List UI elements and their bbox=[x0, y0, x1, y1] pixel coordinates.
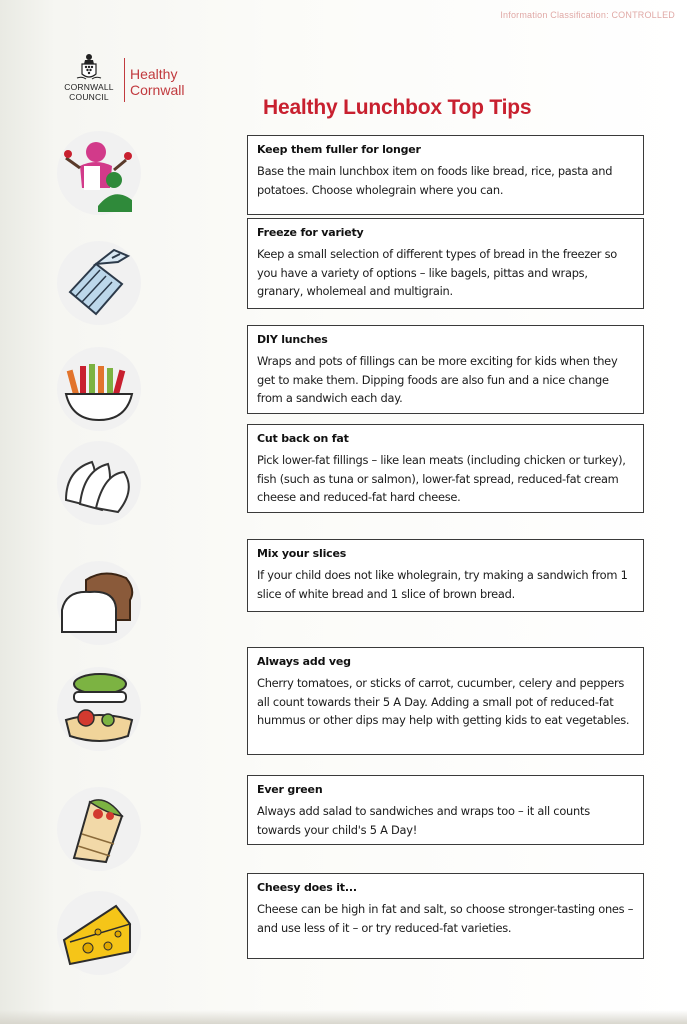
tip-heading: Ever green bbox=[257, 783, 323, 796]
tip-heading: DIY lunches bbox=[257, 333, 328, 346]
tip-heading: Freeze for variety bbox=[257, 226, 364, 239]
tip-card bbox=[247, 775, 644, 845]
page-edge-shadow bbox=[0, 1010, 687, 1024]
salad-wrap-icon bbox=[56, 786, 142, 872]
tip-text: Cherry tomatoes, or sticks of carrot, cucumber, celery and peppers all count towards their 5 A Day. Adding a small pot of reduced-fat hummus or other dips may help with getting kids to eat vegetables. bbox=[257, 676, 630, 727]
open-sandwich-icon bbox=[56, 666, 142, 752]
council-name: CORNWALL COUNCIL bbox=[64, 82, 114, 102]
veg-sticks-dip-icon bbox=[56, 346, 142, 432]
logo-divider bbox=[124, 58, 125, 102]
tip-text: If your child does not like wholegrain, try making a sandwich from 1 slice of white bread and 1 slice of brown bread. bbox=[257, 568, 628, 601]
tip-heading: Cut back on fat bbox=[257, 432, 349, 445]
tip-text: Keep a small selection of different types of bread in the freezer so you have a variety of options – like bagels, pittas and wraps, granary, wholemeal and multigrain. bbox=[257, 247, 617, 298]
tip-heading: Keep them fuller for longer bbox=[257, 143, 421, 156]
bread-slices-icon bbox=[56, 560, 142, 646]
tip-text: Cheese can be high in fat and salt, so choose stronger-tasting ones – and use less of it – or try reduced-fat varieties. bbox=[257, 902, 634, 935]
tip-text: Pick lower-fat fillings – like lean meats (including chicken or turkey), fish (such as tuna or salmon), lower-fat spread, reduced-fat cream cheese and reduced-fat hard cheese. bbox=[257, 453, 626, 504]
healthy-cornwall-logo bbox=[56, 52, 196, 114]
tip-card bbox=[247, 647, 644, 755]
council-crest-icon bbox=[76, 52, 102, 82]
brand-name: Healthy Cornwall bbox=[130, 66, 185, 98]
tip-card bbox=[247, 873, 644, 959]
tip-card bbox=[247, 325, 644, 414]
tip-heading: Cheesy does it... bbox=[257, 881, 357, 894]
child-eating-icon bbox=[56, 130, 142, 216]
tip-card bbox=[247, 424, 644, 513]
page-title: Healthy Lunchbox Top Tips bbox=[263, 96, 532, 119]
classification-label: Information Classification: CONTROLLED bbox=[500, 10, 675, 20]
sliced-meat-icon bbox=[56, 440, 142, 526]
bread-bag-icon bbox=[56, 240, 142, 326]
tip-heading: Always add veg bbox=[257, 655, 351, 668]
tip-card bbox=[247, 539, 644, 612]
tip-heading: Mix your slices bbox=[257, 547, 347, 560]
tip-text: Base the main lunchbox item on foods like bread, rice, pasta and potatoes. Choose wholegrain where you can. bbox=[257, 164, 613, 197]
tip-card bbox=[247, 135, 644, 215]
tip-card bbox=[247, 218, 644, 309]
tip-text: Wraps and pots of fillings can be more exciting for kids when they get to make them. Dipping foods are also fun and a nice change from a sandwich each day. bbox=[257, 354, 618, 405]
cheese-wedge-icon bbox=[56, 890, 142, 976]
tip-text: Always add salad to sandwiches and wraps too – it all counts towards your child's 5 A Day! bbox=[257, 804, 590, 837]
